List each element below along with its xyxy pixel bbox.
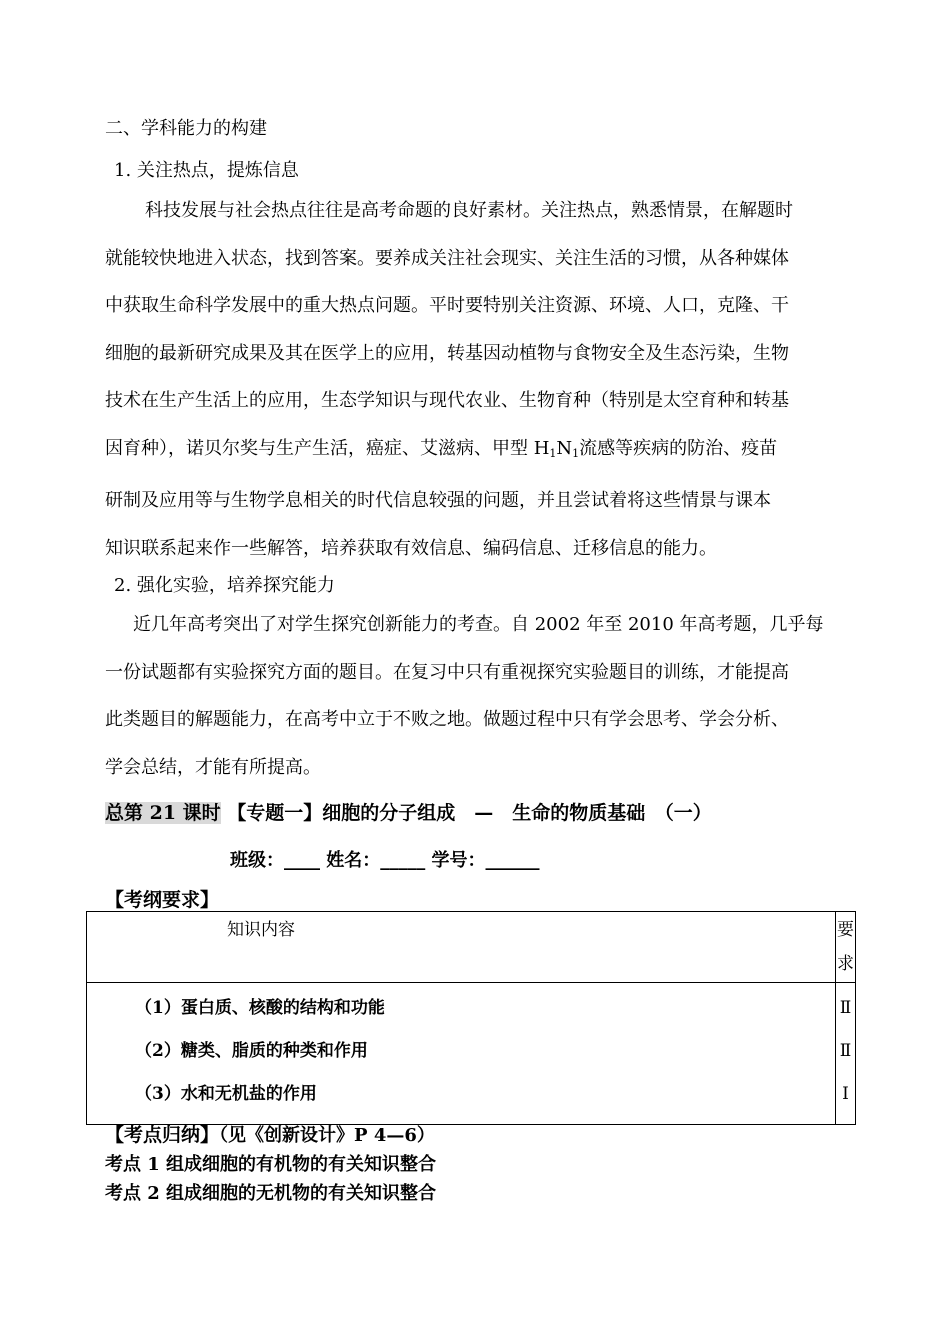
syllabus-heading: 【考纲要求】 bbox=[105, 889, 220, 911]
requirement-cell bbox=[836, 983, 856, 1125]
exam-point-1: 考点 1 组成细胞的有机物的有关知识整合 bbox=[105, 1154, 437, 1175]
para1-line: 技术在生产生活上的应用，生态学知识与现代农业、生物育种（特别是太空育种和转基 bbox=[105, 390, 789, 411]
summary-heading: 【考点归纳】 bbox=[105, 1124, 220, 1146]
para2-line: 一份试题都有实验探究方面的题目。在复习中只有重视探究实验题目的训练，才能提高 bbox=[105, 661, 789, 683]
table-row: （2）糖类、脂质的种类和作用 bbox=[135, 1041, 368, 1061]
para1-line: 中获取生命科学发展中的重大热点问题。平时要特别关注资源、环境、人口，克隆、干 bbox=[105, 295, 789, 316]
lesson-number: 总第 21 课时 bbox=[105, 802, 221, 824]
paragraph-hotspots bbox=[105, 187, 845, 572]
subheading-experiments: 2. 强化实验，培养探究能力 bbox=[114, 575, 335, 596]
para1-line: 就能较快地进入状态，找到答案。要养成关注社会现实、关注生活的习惯，从各种媒体 bbox=[105, 247, 789, 269]
para2-line: 此类题目的解题能力，在高考中立于不败之地。做题过程中只有学会思考、学会分析、 bbox=[105, 709, 789, 730]
para1-line: 科技发展与社会热点往往是高考命题的良好素材。关注热点，熟悉情景，在解题时 bbox=[145, 200, 793, 221]
requirement-level: Ⅱ bbox=[839, 998, 852, 1018]
formula-post: 流感等疾病的防治、疫苗 bbox=[579, 437, 778, 459]
lesson-title-row bbox=[105, 798, 712, 825]
requirement-level: Ⅱ bbox=[839, 1041, 852, 1061]
content-cell bbox=[87, 983, 836, 1125]
para2-line: 学会总结，才能有所提高。 bbox=[105, 756, 321, 778]
formula-mid: N bbox=[556, 437, 573, 459]
para1-line: 研制及应用等与生物学息相关的时代信息较强的问题，并且尝试着将这些情景与课本 bbox=[105, 490, 771, 511]
table-row: （3）水和无机盐的作用 bbox=[135, 1084, 317, 1104]
table-row: （1）蛋白质、核酸的结构和功能 bbox=[135, 998, 385, 1018]
para1-line: 知识联系起来作一些解答，培养获取有效信息、编码信息、迁移信息的能力。 bbox=[105, 537, 717, 559]
section-heading: 二、学科能力的构建 bbox=[105, 118, 267, 139]
para1-line-formula bbox=[105, 425, 845, 478]
paragraph-experiments bbox=[105, 601, 845, 791]
col-header-requirement: 要求 bbox=[836, 912, 856, 983]
lesson-title: 【专题一】细胞的分子组成 — 生命的物质基础 （一） bbox=[227, 802, 712, 824]
summary-heading-row bbox=[105, 1120, 435, 1147]
col-header-content: 知识内容 bbox=[87, 912, 836, 983]
formula-sub-2: 1 bbox=[572, 446, 580, 460]
para2-line: 近几年高考突出了对学生探究创新能力的考查。自 2002 年至 2010 年高考题，几乎每 bbox=[133, 614, 824, 635]
student-info-line: 班级：____ 姓名：_____ 学号：______ bbox=[230, 850, 540, 871]
syllabus-table bbox=[86, 911, 856, 1125]
formula-pre: 因育种），诺贝尔奖与生产生活，癌症、艾滋病、甲型 H bbox=[105, 437, 550, 459]
summary-reference: （见《创新设计》P 4—6） bbox=[219, 1125, 435, 1146]
formula-sub-1: 1 bbox=[549, 446, 557, 460]
requirement-level: Ⅰ bbox=[842, 1084, 849, 1104]
exam-point-2: 考点 2 组成细胞的无机物的有关知识整合 bbox=[105, 1183, 437, 1204]
para1-line: 细胞的最新研究成果及其在医学上的应用，转基因动植物与食物安全及生态污染，生物 bbox=[105, 342, 789, 364]
subheading-hotspots: 1. 关注热点，提炼信息 bbox=[114, 160, 299, 181]
